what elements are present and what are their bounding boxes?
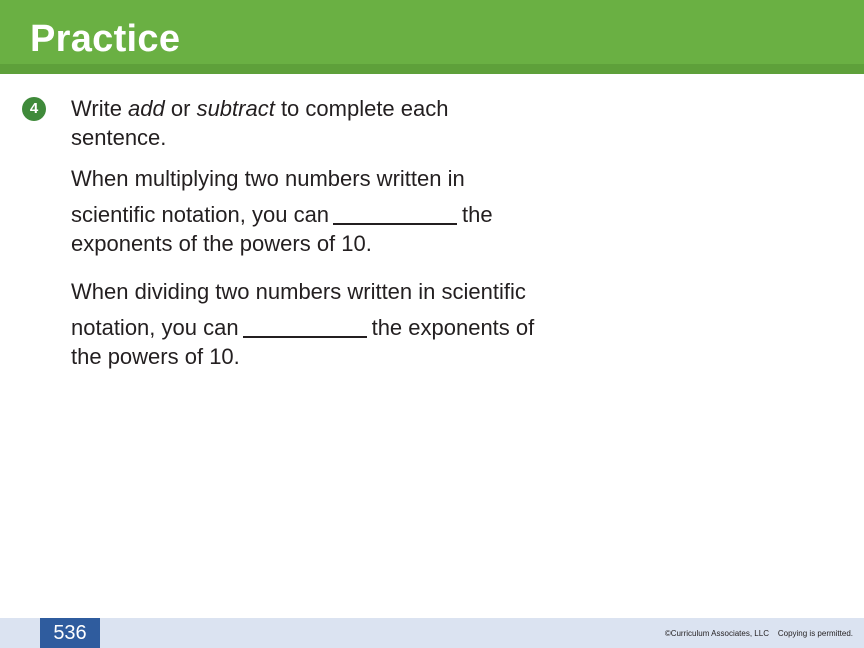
sentence-1-line-2 (71, 200, 493, 229)
page-number: 536 (40, 618, 100, 648)
sentence-1-line-3: exponents of the powers of 10. (71, 231, 372, 256)
instruction-word-add: add (128, 96, 165, 121)
sentence-1-answer-blank[interactable] (333, 223, 457, 225)
sentence-1-line-1: When multiplying two numbers written in (71, 166, 465, 191)
problem-number-badge: 4 (22, 97, 46, 121)
sentence-2-text-after-blank: the exponents of (371, 315, 535, 340)
copyright-notice: ©Curriculum Associates, LLC Copying is permitted. (664, 629, 853, 638)
sentence-2-text-before-blank: notation, you can (71, 315, 239, 340)
instruction-text-1: Write (71, 96, 129, 121)
page-header (0, 0, 864, 74)
instruction-text-3: to complete each (274, 96, 449, 121)
header-band (0, 64, 864, 74)
instruction-text-2: or (164, 96, 197, 121)
page-title: Practice (30, 18, 181, 60)
instruction-line-2: sentence. (71, 125, 167, 150)
sentence-2-line-3: the powers of 10. (71, 344, 240, 369)
sentence-2-line-2 (71, 313, 534, 342)
instruction-line-1 (71, 94, 449, 123)
instruction-word-subtract: subtract (196, 96, 275, 121)
sentence-1-text-before-blank: scientific notation, you can (71, 202, 330, 227)
sentence-2-answer-blank[interactable] (243, 336, 367, 338)
sentence-1-text-after-blank: the (462, 202, 493, 227)
sentence-2-line-1: When dividing two numbers written in scientific (71, 279, 526, 304)
